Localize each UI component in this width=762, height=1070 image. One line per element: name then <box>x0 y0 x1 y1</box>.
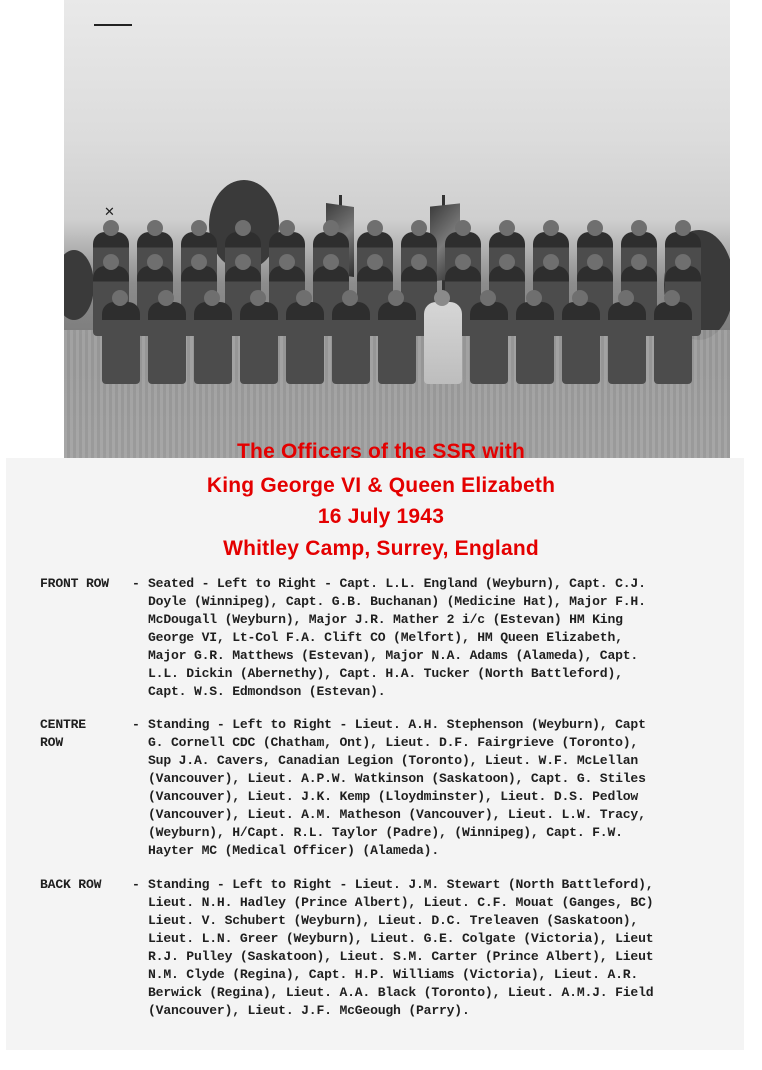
person <box>148 302 186 384</box>
centre-row-line: (Vancouver), Lieut. A.P.W. Watkinson (Saskatoon), Capt. G. Stiles <box>148 771 646 786</box>
person <box>332 302 370 384</box>
back-row-label: BACK ROW <box>40 877 102 892</box>
back-row-line: Lieut. V. Schubert (Weyburn), Lieut. D.C. Treleaven (Saskatoon), <box>148 913 639 928</box>
group-photograph <box>64 0 730 458</box>
back-row-line: N.M. Clyde (Regina), Capt. H.P. Williams (Victoria), Lieut. A.R. <box>148 967 639 982</box>
back-row-line: Lieut. L.N. Greer (Weyburn), Lieut. G.E. Colgate (Victoria), Lieut <box>148 931 654 946</box>
person <box>562 302 600 384</box>
centre-row-label-2: ROW <box>40 735 63 750</box>
centre-row-line: (Vancouver), Lieut. A.M. Matheson (Vancouver), Lieut. L.W. Tracy, <box>148 807 646 822</box>
front-row-line: Capt. W.S. Edmondson (Estevan). <box>148 684 386 699</box>
centre-row-line: (Weyburn), H/Capt. R.L. Taylor (Padre), (Winnipeg), Capt. F.W. <box>148 825 623 840</box>
pen-mark <box>94 24 132 26</box>
person <box>102 302 140 384</box>
caption-line-3: 16 July 1943 <box>317 505 445 528</box>
front-row-line: Major G.R. Matthews (Estevan), Major N.A. Adams (Alameda), Capt. <box>148 648 639 663</box>
caption-line-2: King George VI & Queen Elizabeth <box>206 474 556 497</box>
back-row-line: (Vancouver), Lieut. J.F. McGeough (Parry). <box>148 1003 470 1018</box>
front-row-label: FRONT ROW <box>40 576 109 591</box>
centre-row-dash: - <box>132 717 140 732</box>
person <box>654 302 692 384</box>
back-row-line: Lieut. N.H. Hadley (Prince Albert), Lieut. C.F. Mouat (Ganges, BC) <box>148 895 654 910</box>
centre-row-line: Sup J.A. Cavers, Canadian Legion (Toronto), Lieut. W.F. McLellan <box>148 753 639 768</box>
person <box>378 302 416 384</box>
x-mark: ✕ <box>104 205 115 220</box>
front-row-figures <box>64 302 730 384</box>
front-row-line: Seated - Left to Right - Capt. L.L. England (Weyburn), Capt. C.J. <box>148 576 646 591</box>
front-row-line: McDougall (Weyburn), Major J.R. Mather 2 i/c (Estevan) HM King <box>148 612 623 627</box>
front-row-line: L.L. Dickin (Abernethy), Capt. H.A. Tucker (North Battleford), <box>148 666 623 681</box>
back-row-dash: - <box>132 877 140 892</box>
caption-line-4: Whitley Camp, Surrey, England <box>223 537 539 560</box>
person <box>240 302 278 384</box>
back-row-line: R.J. Pulley (Saskatoon), Lieut. S.M. Carter (Prince Albert), Lieut <box>148 949 654 964</box>
person-queen <box>424 302 462 384</box>
person <box>286 302 324 384</box>
caption-line-1: The Officers of the SSR with <box>237 440 525 463</box>
centre-row-line: Hayter MC (Medical Officer) (Alameda). <box>148 843 439 858</box>
person <box>516 302 554 384</box>
front-row-line: Doyle (Winnipeg), Capt. G.B. Buchanan) (Medicine Hat), Major F.H. <box>148 594 646 609</box>
centre-row-line: (Vancouver), Lieut. J.K. Kemp (Lloydminster), Lieut. D.S. Pedlow <box>148 789 639 804</box>
person <box>194 302 232 384</box>
centre-row-line: Standing - Left to Right - Lieut. A.H. Stephenson (Weyburn), Capt <box>148 717 646 732</box>
front-row-line: George VI, Lt-Col F.A. Clift CO (Melfort), HM Queen Elizabeth, <box>148 630 623 645</box>
centre-row-line: G. Cornell CDC (Chatham, Ont), Lieut. D.F. Fairgrieve (Toronto), <box>148 735 639 750</box>
centre-row-label: CENTRE <box>40 717 86 732</box>
person <box>608 302 646 384</box>
back-row-line: Berwick (Regina), Lieut. A.A. Black (Toronto), Lieut. A.M.J. Field <box>148 985 654 1000</box>
person <box>470 302 508 384</box>
back-row-line: Standing - Left to Right - Lieut. J.M. Stewart (North Battleford), <box>148 877 654 892</box>
front-row-dash: - <box>132 576 140 591</box>
